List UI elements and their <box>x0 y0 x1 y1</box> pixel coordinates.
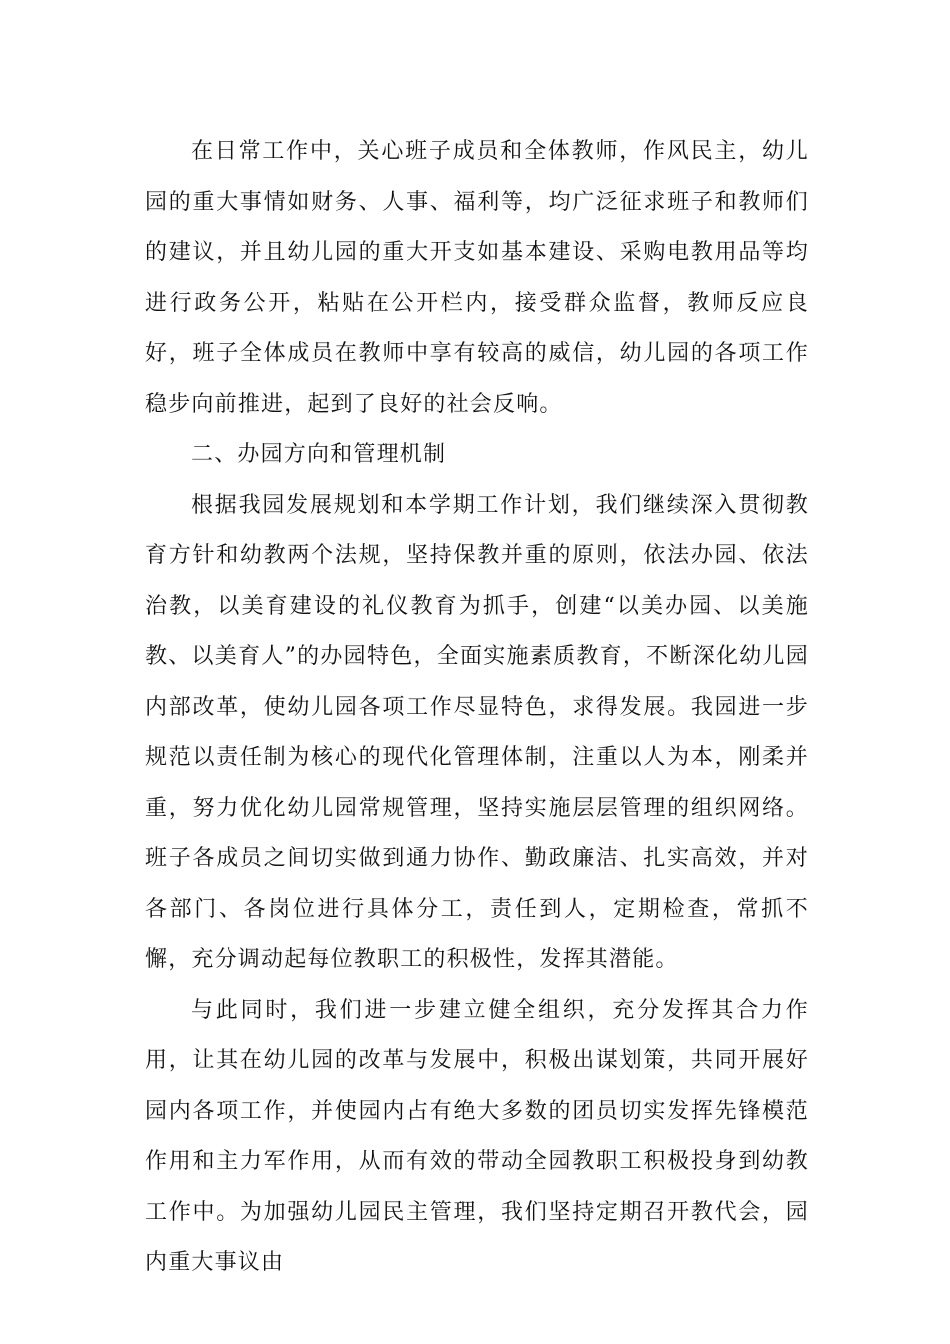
section-heading-management: 二、办园方向和管理机制 <box>191 442 447 467</box>
paragraph-management-mechanism: 根据我园发展规划和本学期工作计划，我们继续深入贯彻教育方针和幼教两个法规，坚持保教并重的原则，依法办园、依法治教，以美育建设的礼仪教育为抓手，创建“以美办园、以美施教、以美育人”的办园特色，全面实施素质教育，不断深化幼儿园内部改革，使幼儿园各项工作尽显特色，求得发展。我园进一步规范以责任制为核心的现代化管理体制，注重以人为本，刚柔并重，努力优化幼儿园常规管理，坚持实施层层管理的组织网络。班子各成员之间切实做到通力协作、勤政廉洁、扎实高效，并对各部门、各岗位进行具体分工，责任到人，定期检查，常抓不懈，充分调动起每位教职工的积极性，发挥其潜能。 <box>145 492 809 972</box>
paragraph-democratic-work: 在日常工作中，关心班子成员和全体教师，作风民主，幼儿园的重大事情如财务、人事、福利等，均广泛征求班子和教师们的建议，并且幼儿园的重大开支如基本建设、采购电教用品等均进行政务公开，粘贴在公开栏内，接受群众监督，教师反应良好，班子全体成员在教师中享有较高的威信，幼儿园的各项工作稳步向前推进，起到了良好的社会反响。 <box>145 139 809 417</box>
document-body <box>145 127 809 1289</box>
paragraph-organization: 与此同时，我们进一步建立健全组织，充分发挥其合力作用，让其在幼儿园的改革与发展中，积极出谋划策，共同开展好园内各项工作，并使园内占有绝大多数的团员切实发挥先锋模范作用和主力军作用，从而有效的带动全园教职工积极投身到幼教工作中。为加强幼儿园民主管理，我们坚持定期召开教代会，园内重大事议由 <box>145 997 809 1275</box>
